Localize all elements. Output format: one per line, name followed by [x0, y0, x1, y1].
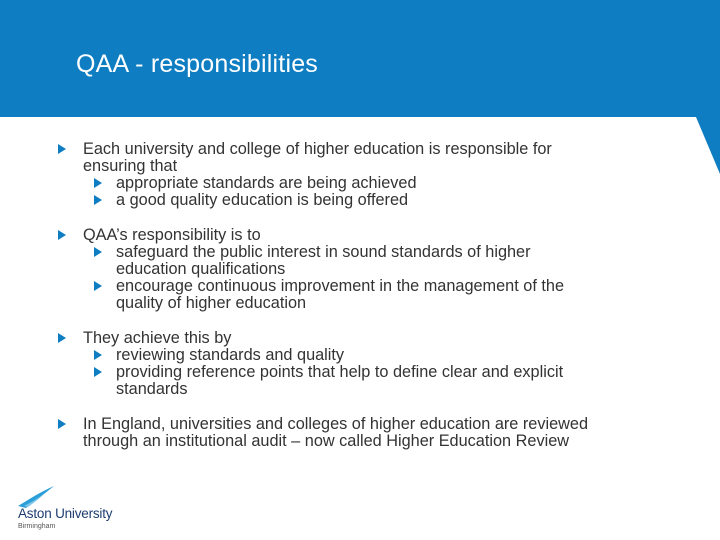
- sub-bullet-item: [0, 347, 700, 364]
- bullet-list: [0, 141, 700, 450]
- bullet-line: They achieve this by: [83, 329, 232, 347]
- logo-name: Aston University: [18, 506, 113, 521]
- sub-bullet-arrow-icon: [94, 350, 102, 360]
- bullet-arrow-icon: [58, 419, 66, 429]
- sub-bullet-line: standards: [116, 380, 188, 398]
- bullet-arrow-icon: [58, 333, 66, 343]
- bullet-line: through an institutional audit – now called Higher Education Review: [83, 432, 570, 450]
- bullet-line: ensuring that: [83, 157, 178, 175]
- sub-bullet-arrow-icon: [94, 281, 102, 291]
- bullet-item: [0, 141, 700, 175]
- bullet-arrow-icon: [58, 230, 66, 240]
- bullet-line: Each university and college of higher education is responsible for: [83, 140, 552, 158]
- sub-bullet-line: appropriate standards are being achieved: [116, 174, 417, 192]
- slide-header: [0, 0, 720, 117]
- sub-bullet-arrow-icon: [94, 247, 102, 257]
- sub-bullet-arrow-icon: [94, 367, 102, 377]
- sub-bullet-line: quality of higher education: [116, 294, 307, 312]
- sub-bullet-arrow-icon: [94, 178, 102, 188]
- sub-bullet-item: [0, 175, 700, 192]
- sub-bullet-item: [0, 244, 700, 278]
- sub-bullet-line: education qualifications: [116, 260, 286, 278]
- bullet-item: [0, 416, 700, 450]
- bullet-line: In England, universities and colleges of higher education are reviewed: [83, 415, 589, 433]
- slide-title: QAA - responsibilities: [76, 50, 318, 78]
- sub-bullet-item: [0, 364, 700, 398]
- sub-bullet-item: [0, 192, 700, 209]
- sub-bullet-line: a good quality education is being offered: [116, 191, 409, 209]
- sub-bullet-item: [0, 278, 700, 312]
- logo-tagline: Birmingham: [18, 523, 56, 530]
- sub-bullet-line: encourage continuous improvement in the management of the: [116, 277, 565, 295]
- sub-bullet-line: providing reference points that help to define clear and explicit: [116, 363, 564, 381]
- sub-bullet-arrow-icon: [94, 195, 102, 205]
- bullet-item: [0, 227, 700, 244]
- sub-bullet-line: safeguard the public interest in sound standards of higher: [116, 243, 531, 261]
- sub-bullet-line: reviewing standards and quality: [116, 346, 345, 364]
- bullet-line: QAA’s responsibility is to: [83, 226, 261, 244]
- bullet-arrow-icon: [58, 144, 66, 154]
- bullet-item: [0, 330, 700, 347]
